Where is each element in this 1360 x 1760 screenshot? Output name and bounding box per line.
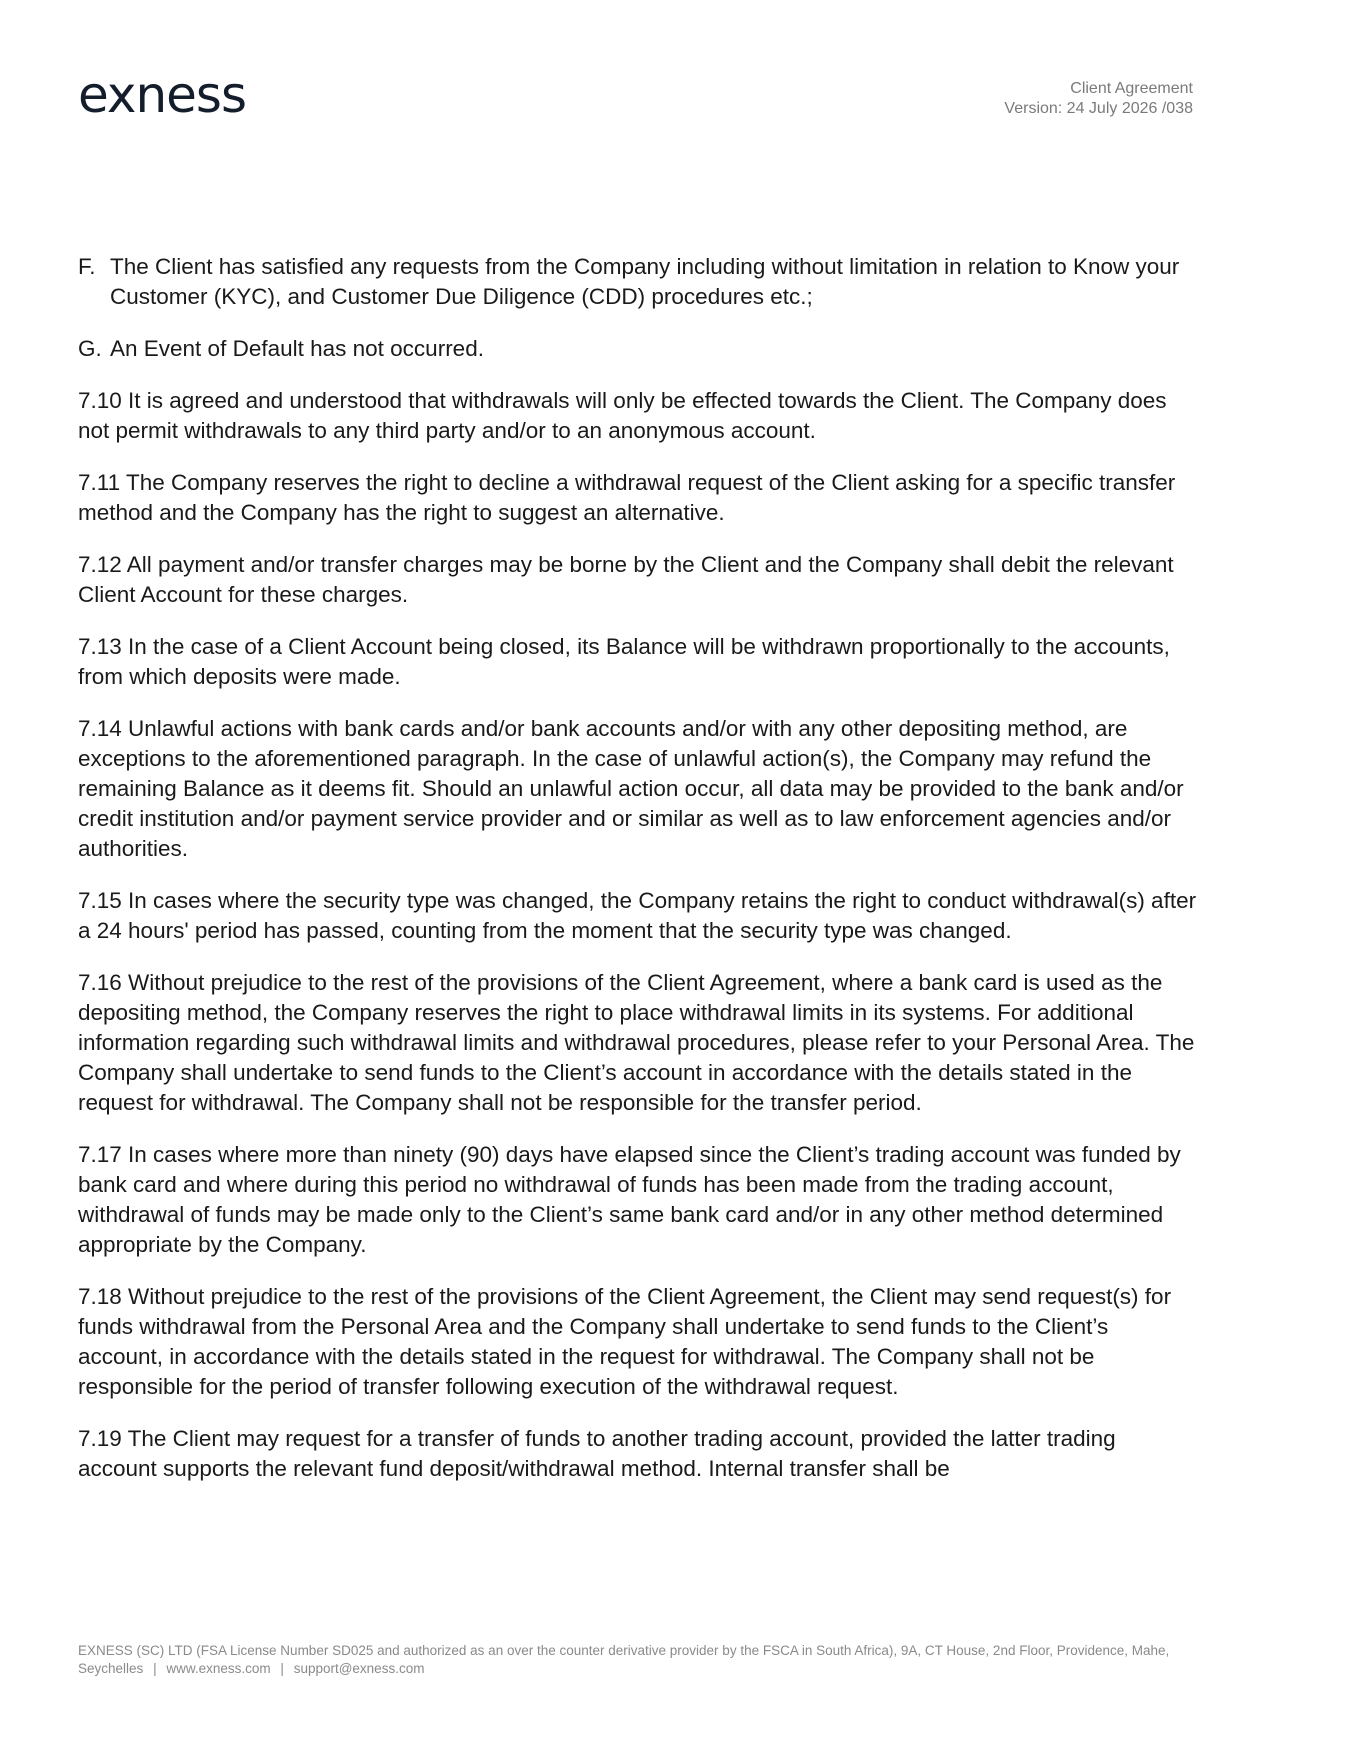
clause-7-15: 7.15 In cases where the security type was changed, the Company retains the right to conduct withdrawal(s) after a 24 hours' period has passed, counting from the moment that the security type was changed. <box>78 888 1197 943</box>
list-text: The Client has satisfied any requests from the Company including without limitation in relation to Know your Customer (KYC), and Customer Due Diligence (CDD) procedures etc.; <box>110 254 1180 309</box>
document-version: Version: 24 July 2026 /038 <box>1004 100 1193 117</box>
clause-7-14: 7.14 Unlawful actions with bank cards and/or bank accounts and/or with any other depositing method, are exceptions to the aforementioned paragraph. In the case of unlawful action(s), the Company may refund the remaining Balance as it deems fit. Should an unlawful action occur, all data may be provided to the bank and/or credit institution and/or payment service provider and or similar as well as to law enforcement agencies and/or authorities. <box>78 716 1184 861</box>
list-item-g <box>78 334 1198 364</box>
clause-7-12: 7.12 All payment and/or transfer charges may be borne by the Client and the Company shall debit the relevant Client Account for these charges. <box>78 552 1174 607</box>
footer-separator: | <box>153 1661 157 1676</box>
page-footer <box>78 1642 1208 1678</box>
clause-7-16: 7.16 Without prejudice to the rest of the provisions of the Client Agreement, where a bank card is used as the depositing method, the Company reserves the right to place withdrawal limits in its systems. For additional information regarding such withdrawal limits and withdrawal procedures, please refer to your Personal Area. The Company shall undertake to send funds to the Client’s account in accordance with the details stated in the request for withdrawal. The Company shall not be responsible for the transfer period. <box>78 970 1195 1115</box>
footer-email-link[interactable]: support@exness.com <box>293 1661 425 1676</box>
clause-7-13: 7.13 In the case of a Client Account being closed, its Balance will be withdrawn proportionally to the accounts, from which deposits were made. <box>78 634 1170 689</box>
list-letter: F. <box>78 254 96 279</box>
list-letter: G. <box>78 336 102 361</box>
footer-company-info: EXNESS (SC) LTD (FSA License Number SD025 and authorized as an over the counter derivative provider by the FSCA in South Africa), 9A, CT House, 2nd Floor, Providence, Mahe, Seychelles <box>78 1643 1170 1676</box>
document-title: Client Agreement <box>1070 80 1193 97</box>
footer-website-link[interactable]: www.exness.com <box>166 1661 271 1676</box>
list-item-f <box>78 252 1198 312</box>
exness-logo: exness <box>78 66 247 124</box>
clause-7-17: 7.17 In cases where more than ninety (90) days have elapsed since the Client’s trading account was funded by bank card and where during this period no withdrawal of funds has been made from the trading account, withdrawal of funds may be made only to the Client’s same bank card and/or in any other method determined appropriate by the Company. <box>78 1142 1181 1257</box>
clause-7-11: 7.11 The Company reserves the right to decline a withdrawal request of the Client asking for a specific transfer method and the Company has the right to suggest an alternative. <box>78 470 1176 525</box>
document-meta <box>1004 79 1193 119</box>
clause-7-10: 7.10 It is agreed and understood that withdrawals will only be effected towards the Client. The Company does not permit withdrawals to any third party and/or to an anonymous account. <box>78 388 1167 443</box>
footer-separator: | <box>280 1661 284 1676</box>
list-text: An Event of Default has not occurred. <box>110 336 484 361</box>
clause-7-19: 7.19 The Client may request for a transfer of funds to another trading account, provided the latter trading account supports the relevant fund deposit/withdrawal method. Internal transfer shall be <box>78 1426 1116 1481</box>
clause-7-18: 7.18 Without prejudice to the rest of the provisions of the Client Agreement, the Client may send request(s) for funds withdrawal from the Personal Area and the Company shall undertake to send funds to the Client’s account, in accordance with the details stated in the request for withdrawal. The Company shall not be responsible for the period of transfer following execution of the withdrawal request. <box>78 1284 1172 1399</box>
agreement-body <box>78 252 1198 1506</box>
